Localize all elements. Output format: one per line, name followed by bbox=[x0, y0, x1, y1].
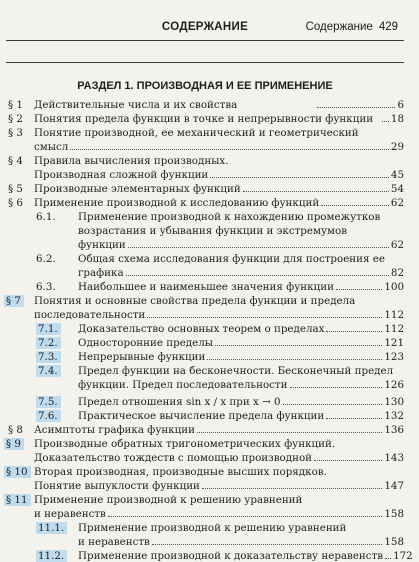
header-rule bbox=[6, 40, 404, 41]
toc-subentry[interactable] bbox=[0, 279, 410, 293]
entry-number: § 8 bbox=[0, 424, 34, 437]
dot-leader bbox=[215, 345, 382, 346]
entry-number: § 6 bbox=[0, 197, 34, 210]
toc-entry[interactable] bbox=[0, 422, 410, 436]
entry-title: Практическое вычисление предела функции bbox=[78, 410, 324, 423]
entry-title: и неравенств bbox=[78, 536, 150, 549]
toc-entry[interactable] bbox=[0, 181, 410, 195]
toc-entry[interactable] bbox=[0, 293, 410, 307]
toc-entry-continuation bbox=[0, 534, 410, 548]
dot-leader bbox=[385, 558, 391, 559]
entry-title: Правила вычисления производных. bbox=[34, 155, 410, 168]
entry-title: Непрерывные функции bbox=[78, 351, 205, 364]
entry-page: 130 bbox=[384, 396, 410, 409]
entry-page: 100 bbox=[384, 281, 410, 294]
toc-entry-continuation bbox=[0, 377, 410, 391]
entry-title: Общая схема исследования функции для построения ее bbox=[78, 253, 410, 266]
entry-page: 6 bbox=[397, 99, 410, 112]
entry-page: 147 bbox=[384, 480, 410, 493]
entry-number: 7.4. bbox=[0, 365, 78, 378]
dot-leader bbox=[314, 460, 382, 461]
entry-title: Производные обратных тригонометрических функций. bbox=[34, 438, 410, 451]
dot-leader bbox=[128, 247, 389, 248]
toc-entry-continuation bbox=[0, 139, 410, 153]
dot-leader bbox=[326, 331, 382, 332]
entry-title: смысл bbox=[34, 141, 68, 154]
entry-title: Предел отношения sin x / x при x → 0 bbox=[78, 396, 281, 409]
entry-title: Понятия предела функции в точке и непрерывности функции bbox=[34, 113, 380, 126]
toc-subentry[interactable] bbox=[0, 520, 410, 534]
page-title: СОДЕРЖАНИЕ bbox=[0, 21, 410, 33]
toc-entry-continuation bbox=[0, 223, 410, 237]
entry-page: 123 bbox=[384, 351, 410, 364]
entry-title: функции bbox=[78, 239, 126, 252]
dot-leader bbox=[147, 317, 382, 318]
entry-title: Асимптоты графика функции bbox=[34, 424, 195, 437]
entry-number: 7.1. bbox=[0, 323, 78, 336]
toc-entry-continuation bbox=[0, 450, 410, 464]
toc-subentry[interactable] bbox=[0, 209, 410, 223]
page-header bbox=[0, 18, 410, 38]
toc-entry-continuation bbox=[0, 307, 410, 321]
entry-title: Наибольшее и наименьшее значения функции bbox=[78, 281, 334, 294]
toc-subentry[interactable] bbox=[0, 251, 410, 265]
toc-entry[interactable] bbox=[0, 436, 410, 450]
entry-page: 126 bbox=[384, 379, 410, 392]
entry-number: § 2 bbox=[0, 113, 34, 126]
entry-number: 7.2. bbox=[0, 337, 78, 350]
entry-number: 7.6. bbox=[0, 410, 78, 423]
entry-title: последовательности bbox=[34, 309, 145, 322]
toc-entry-continuation bbox=[0, 506, 410, 520]
entry-number: 6.3. bbox=[0, 281, 78, 294]
entry-page: 136 bbox=[384, 424, 410, 437]
toc-subentry[interactable] bbox=[0, 548, 410, 562]
entry-title: Односторонние пределы bbox=[78, 337, 213, 350]
section-title: РАЗДЕЛ 1. ПРОИЗВОДНАЯ И ЕЕ ПРИМЕНЕНИЕ bbox=[0, 80, 410, 92]
dot-leader bbox=[382, 121, 389, 122]
entry-title: Вторая производная, производные высших порядков. bbox=[34, 466, 410, 479]
toc-list bbox=[0, 97, 410, 562]
entry-number: § 1 bbox=[0, 99, 34, 112]
entry-number: 11.1. bbox=[0, 522, 78, 535]
dot-leader bbox=[243, 191, 389, 192]
toc-subentry[interactable] bbox=[0, 391, 410, 408]
dot-leader bbox=[70, 149, 389, 150]
entry-page: 29 bbox=[391, 141, 410, 154]
entry-title: и неравенств bbox=[34, 508, 106, 521]
toc-entry-continuation bbox=[0, 237, 410, 251]
entry-title: Понятие выпуклости функции bbox=[34, 480, 200, 493]
dot-leader bbox=[336, 289, 382, 290]
dot-leader bbox=[321, 205, 389, 206]
entry-page: 45 bbox=[391, 169, 410, 182]
toc-subentry[interactable] bbox=[0, 363, 410, 377]
entry-title: Предел функции на бесконечности. Бесконечный предел bbox=[78, 365, 410, 378]
dot-leader bbox=[317, 107, 395, 108]
dot-leader bbox=[202, 488, 382, 489]
entry-number: 6.1. bbox=[0, 211, 78, 224]
toc-entry-continuation bbox=[0, 167, 410, 181]
entry-page: 18 bbox=[391, 113, 410, 126]
entry-number: § 9 bbox=[0, 438, 34, 451]
dot-leader bbox=[210, 177, 389, 178]
entry-title: Действительные числа и их свойства bbox=[34, 99, 315, 112]
entry-page: 172 bbox=[393, 550, 419, 562]
entry-page: 112 bbox=[384, 309, 410, 322]
entry-page: 121 bbox=[384, 337, 410, 350]
entry-title: Понятия и основные свойства предела функции и предела bbox=[34, 295, 410, 308]
entry-number: 7.5. bbox=[0, 396, 78, 409]
dot-leader bbox=[152, 544, 383, 545]
entry-number: § 4 bbox=[0, 155, 34, 168]
entry-number: § 5 bbox=[0, 183, 34, 196]
toc-subentry[interactable] bbox=[0, 408, 410, 422]
entry-number: 6.2. bbox=[0, 253, 78, 266]
entry-number: § 10 bbox=[0, 466, 34, 479]
entry-title: Применение производной к решению уравнений bbox=[34, 494, 410, 507]
entry-number: § 7 bbox=[0, 295, 34, 308]
entry-title: функции. Предел последовательности bbox=[78, 379, 288, 392]
entry-title: Производные элементарных функций bbox=[34, 183, 241, 196]
entry-page: 82 bbox=[391, 267, 410, 280]
toc-subentry[interactable] bbox=[0, 349, 410, 363]
dot-leader bbox=[283, 404, 383, 405]
entry-title: Доказательство основных теорем о пределах bbox=[78, 323, 324, 336]
entry-title: графика bbox=[78, 267, 124, 280]
toc-entry-continuation bbox=[0, 478, 410, 492]
dot-leader bbox=[126, 275, 389, 276]
dot-leader bbox=[207, 359, 382, 360]
entry-page: 143 bbox=[384, 452, 410, 465]
toc-entry[interactable] bbox=[0, 492, 410, 506]
running-header bbox=[306, 21, 398, 33]
entry-title: Применение производной к доказательству неравенств bbox=[78, 550, 383, 562]
header-rule-lower bbox=[6, 62, 404, 63]
entry-title: возрастания и убывания функции и экстремумов bbox=[78, 225, 410, 238]
toc-entry[interactable] bbox=[0, 111, 410, 125]
entry-page: 158 bbox=[384, 536, 410, 549]
entry-number: § 3 bbox=[0, 127, 34, 140]
toc-entry[interactable] bbox=[0, 125, 410, 139]
entry-page: 158 bbox=[384, 508, 410, 521]
dot-leader bbox=[108, 516, 383, 517]
entry-number: 7.3. bbox=[0, 351, 78, 364]
entry-title: Применение производной к решению уравнений bbox=[78, 522, 410, 535]
entry-page: 54 bbox=[391, 183, 410, 196]
entry-title: Доказательство тождеств с помощью производной bbox=[34, 452, 312, 465]
toc-subentry[interactable] bbox=[0, 321, 410, 335]
entry-title: Применение производной к исследованию функций bbox=[34, 197, 319, 210]
dot-leader bbox=[290, 387, 383, 388]
toc-entry[interactable] bbox=[0, 464, 410, 478]
running-title: Содержание bbox=[306, 21, 373, 33]
dot-leader bbox=[326, 418, 382, 419]
entry-number: 11.2. bbox=[0, 550, 78, 562]
entry-title: Производная сложной функции bbox=[34, 169, 208, 182]
entry-title: Применение производной к нахождению промежутков bbox=[78, 211, 410, 224]
entry-page: 112 bbox=[384, 323, 410, 336]
dot-leader bbox=[197, 432, 382, 433]
toc-entry-continuation bbox=[0, 265, 410, 279]
entry-number: § 11 bbox=[0, 494, 34, 507]
toc-entry[interactable] bbox=[0, 97, 410, 111]
toc-entry[interactable] bbox=[0, 153, 410, 167]
toc-entry[interactable] bbox=[0, 195, 410, 209]
entry-title: Понятие производной, ее механический и геометрический bbox=[34, 127, 410, 140]
toc-subentry[interactable] bbox=[0, 335, 410, 349]
entry-page: 62 bbox=[391, 197, 410, 210]
entry-page: 62 bbox=[391, 239, 410, 252]
entry-page: 132 bbox=[384, 410, 410, 423]
page-number: 429 bbox=[379, 21, 398, 33]
